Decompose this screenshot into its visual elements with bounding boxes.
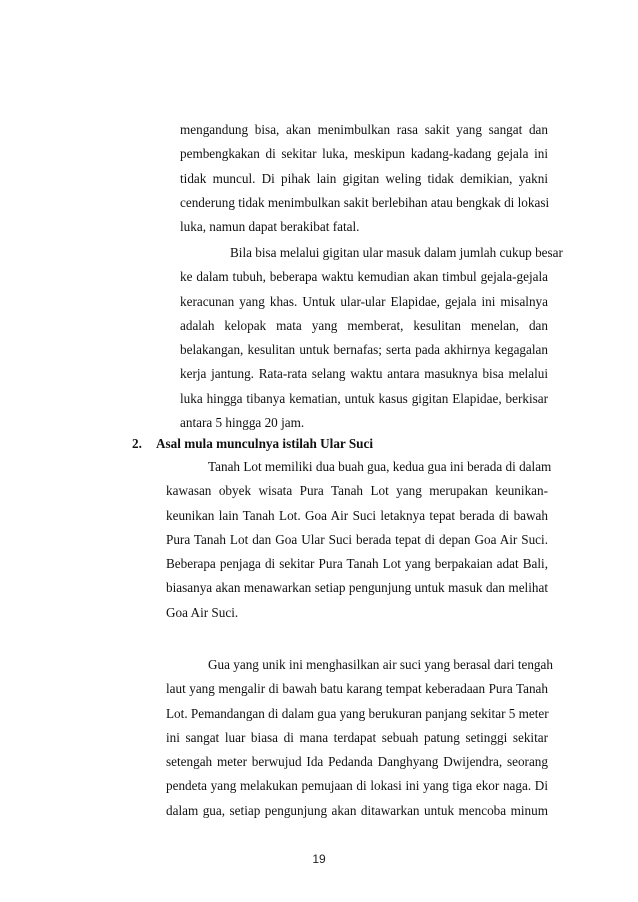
text-line: tidak muncul. Di pihak lain gigitan weling tidak demikian, yakni	[180, 170, 548, 186]
text-line: ini sangat luar biasa di mana terdapat sebuah patung setinggi sekitar	[166, 729, 548, 745]
paragraph-poisoning-symptoms	[180, 241, 563, 435]
section-heading	[132, 436, 373, 452]
text-line: Lot. Pemandangan di dalam gua yang berukuran panjang sekitar 5 meter	[166, 705, 549, 721]
text-line: keracunan yang khas. Untuk ular-ular Elapidae, gejala ini misalnya	[180, 293, 548, 309]
text-line: keunikan lain Tanah Lot. Goa Air Suci letaknya tepat berada di bawah	[166, 507, 548, 523]
paragraph-holy-water-cave	[166, 653, 553, 823]
text-line: cenderung tidak menimbulkan sakit berlebihan atau bengkak di lokasi	[180, 194, 550, 210]
text-line: kerja jantung. Rata-rata selang waktu antara masuknya bisa melalui	[180, 366, 548, 382]
text-line: laut yang mengalir di bawah batu karang tempat keberadaan Pura Tanah	[166, 681, 548, 697]
text-line: mengandung bisa, akan menimbulkan rasa sakit yang sangat dan	[180, 122, 548, 137]
text-line: pembengkakan di sekitar luka, meskipun kadang-kadang gejala ini	[180, 146, 548, 162]
text-line: Gua yang unik ini menghasilkan air suci yang berasal dari tengah	[208, 657, 553, 672]
text-line: ke dalam tubuh, beberapa waktu kemudian akan timbul gejala-gejala	[180, 269, 548, 285]
paragraph-tanah-lot-caves	[166, 455, 552, 625]
text-line: belakangan, kesulitan untuk bernafas; serta pada akhirnya kegagalan	[180, 342, 548, 358]
text-line: Bila bisa melalui gigitan ular masuk dalam jumlah cukup besar	[230, 245, 563, 260]
page-number: 19	[312, 852, 326, 866]
paragraph-snake-venom-effects	[180, 118, 548, 239]
text-line: biasanya akan menawarkan setiap pengunjung untuk masuk dan melihat	[166, 580, 548, 596]
text-line: pendeta yang melakukan pemujaan di lokasi ini yang tiga ekor naga. Di	[166, 778, 548, 794]
text-line: setengah meter berwujud Ida Pedanda Danghyang Dwijendra, seorang	[166, 754, 548, 770]
section-number: 2.	[132, 436, 142, 451]
text-line: adalah kelopak mata yang memberat, kesulitan menelan, dan	[180, 317, 548, 333]
text-line: Tanah Lot memiliki dua buah gua, kedua gua ini berada di dalam	[208, 459, 552, 474]
text-line: Pura Tanah Lot dan Goa Ular Suci berada tepat di depan Goa Air Suci.	[166, 531, 548, 547]
text-line: antara 5 hingga 20 jam.	[180, 415, 305, 431]
text-line: Goa Air Suci.	[166, 604, 239, 620]
text-line: Beberapa penjaga di sekitar Pura Tanah Lot yang berpakaian adat Bali,	[166, 556, 548, 572]
text-line: dalam gua, setiap pengunjung akan ditawarkan untuk mencoba minum	[166, 802, 548, 818]
text-line: luka, namun dapat berakibat fatal.	[180, 219, 360, 235]
text-line: luka hingga tibanya kematian, untuk kasus gigitan Elapidae, berkisar	[180, 390, 548, 406]
text-line: kawasan obyek wisata Pura Tanah Lot yang merupakan keunikan-	[166, 483, 548, 499]
section-title: Asal mula munculnya istilah Ular Suci	[156, 436, 374, 451]
